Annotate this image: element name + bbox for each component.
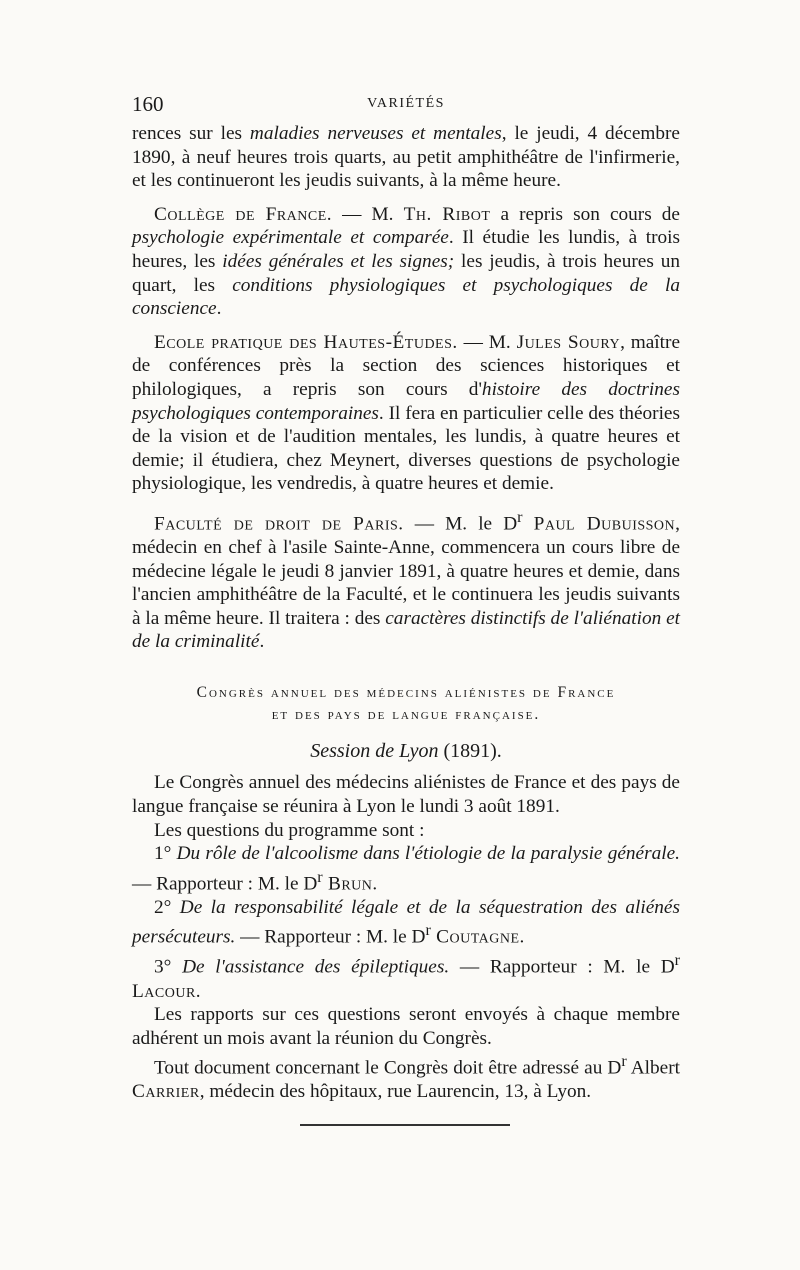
text: , médecin des hôpitaux, rue Laurencin, 13, à Lyon. bbox=[199, 1081, 592, 1103]
course-title: caractères distinctifs de l'aliénation et de la criminalité bbox=[132, 607, 680, 653]
question-number: 1° bbox=[154, 843, 172, 865]
rapporteur-name: Brun bbox=[322, 873, 373, 895]
person-name: Paul Dubuisson bbox=[533, 513, 676, 535]
program-question-3 bbox=[132, 949, 680, 1003]
text: — Rapporteur : M. le D bbox=[235, 926, 426, 948]
question-title: Du rôle de l'alcoolisme dans l'étiologie de la paralysie générale. bbox=[171, 843, 680, 865]
text: — Rapporteur : M. le D bbox=[132, 873, 318, 895]
institution-name: Ecole pratique des Hautes-Études. bbox=[154, 331, 458, 353]
question-number: 2° bbox=[154, 896, 172, 918]
superscript: r bbox=[621, 1053, 627, 1071]
institution-name: Collège de France. bbox=[154, 203, 333, 225]
closing-rule bbox=[300, 1124, 510, 1126]
text: Tout document concernant le Congrès doit être adressé au D bbox=[154, 1057, 622, 1079]
course-title: psychologie expérimentale et comparée bbox=[132, 227, 449, 249]
reports-note: Les rapports sur ces questions seront envoyés à chaque membre adhérent un mois avant la réunion du Congrès. bbox=[132, 1004, 680, 1049]
superscript: r bbox=[517, 508, 523, 526]
text: — M. le D bbox=[403, 513, 518, 535]
course-title: histoire des doctrines psychologiques contemporaines bbox=[132, 378, 680, 424]
contact-paragraph bbox=[132, 1050, 680, 1104]
course-topic: conditions physiologiques et psychologiques de la conscience bbox=[132, 274, 681, 320]
question-number: 3° bbox=[154, 956, 172, 978]
text: a repris son cours de bbox=[490, 203, 680, 225]
paragraph-faculte-de-droit bbox=[132, 506, 680, 654]
congress-heading-line: Congrès annuel des médecins aliénistes de France bbox=[196, 683, 616, 701]
paragraph-lecture-continuation bbox=[132, 122, 680, 193]
text: . bbox=[216, 298, 222, 320]
course-title: maladies nerveuses et mentales bbox=[249, 123, 502, 144]
superscript: r bbox=[674, 952, 680, 970]
question-title: De la responsabilité légale et de la séquestration des aliénés persécuteurs. bbox=[132, 896, 680, 948]
person-name: Carrier bbox=[132, 1081, 200, 1103]
text: — M. bbox=[457, 331, 517, 353]
institution-name: Faculté de droit de Paris. bbox=[154, 513, 404, 535]
congress-heading bbox=[132, 682, 680, 726]
text: . bbox=[519, 926, 525, 948]
session-title bbox=[132, 740, 680, 764]
text: . Il fera en particulier celle des théories de la vision et de l'audition mentales, les lundis, à quatre heures et demie; il étudiera, chez Meynert, diverses questions de psychologie physiologique, les vendredis, à quatre heures et demie. bbox=[132, 402, 680, 495]
text: . bbox=[372, 873, 378, 895]
session-year: (1891). bbox=[438, 739, 502, 762]
text: les jeudis, à trois heures un quart, les bbox=[132, 250, 680, 296]
page-number: 160 bbox=[132, 92, 164, 116]
rapporteur-name: Coutagne bbox=[430, 926, 520, 948]
rapporteur-name: Lacour bbox=[132, 980, 196, 1002]
running-title: VARIÉTÉS bbox=[367, 96, 445, 111]
person-name: Th. Ribot bbox=[403, 203, 491, 225]
text: . bbox=[259, 631, 265, 653]
session-name: Session de Lyon bbox=[310, 739, 439, 762]
person-name: Jules Soury bbox=[516, 331, 621, 353]
course-topic: idées générales et les signes; bbox=[222, 250, 455, 272]
text: , médecin en chef à l'asile Sainte-Anne, commencera un cours libre de médecine légale le jeudi 8 janvier 1891, à quatre heures et demie, dans l'ancien amphithéâtre de la Faculté, et le continuera les jeudis suivants à la même heure. Il traitera : des bbox=[132, 513, 680, 629]
text: . Il étudie les lundis, à trois heures, les bbox=[132, 227, 680, 272]
text: , le jeudi, 4 décembre 1890, à neuf heures trois quarts, au petit amphithéâtre de l'infirmerie, et les continueront les jeudis suivants, à la même heure. bbox=[132, 123, 680, 192]
text: Albert bbox=[626, 1057, 680, 1079]
page-header bbox=[132, 92, 680, 116]
program-question-2 bbox=[132, 896, 680, 950]
text: — M. bbox=[332, 203, 404, 225]
superscript: r bbox=[425, 922, 431, 940]
congress-heading-line: et des pays de langue française. bbox=[271, 705, 541, 723]
question-title: De l'assistance des épileptiques. bbox=[171, 956, 450, 978]
program-question-1 bbox=[132, 842, 680, 896]
text: rences sur les bbox=[132, 123, 250, 144]
text: . bbox=[195, 980, 201, 1002]
congress-announcement: Le Congrès annuel des médecins aliénistes de France et des pays de langue française se réunira à Lyon le lundi 3 août 1891. bbox=[132, 772, 680, 818]
page-body bbox=[132, 122, 680, 1104]
text: — Rapporteur : M. le D bbox=[449, 956, 675, 978]
paragraph-college-de-france bbox=[132, 203, 680, 321]
program-intro: Les questions du programme sont : bbox=[154, 819, 425, 841]
superscript: r bbox=[317, 868, 323, 886]
text: , maître de conférences près la section des sciences historiques et philologiques, a repris son cours d' bbox=[132, 331, 680, 400]
paragraph-ecole-pratique bbox=[132, 331, 680, 496]
